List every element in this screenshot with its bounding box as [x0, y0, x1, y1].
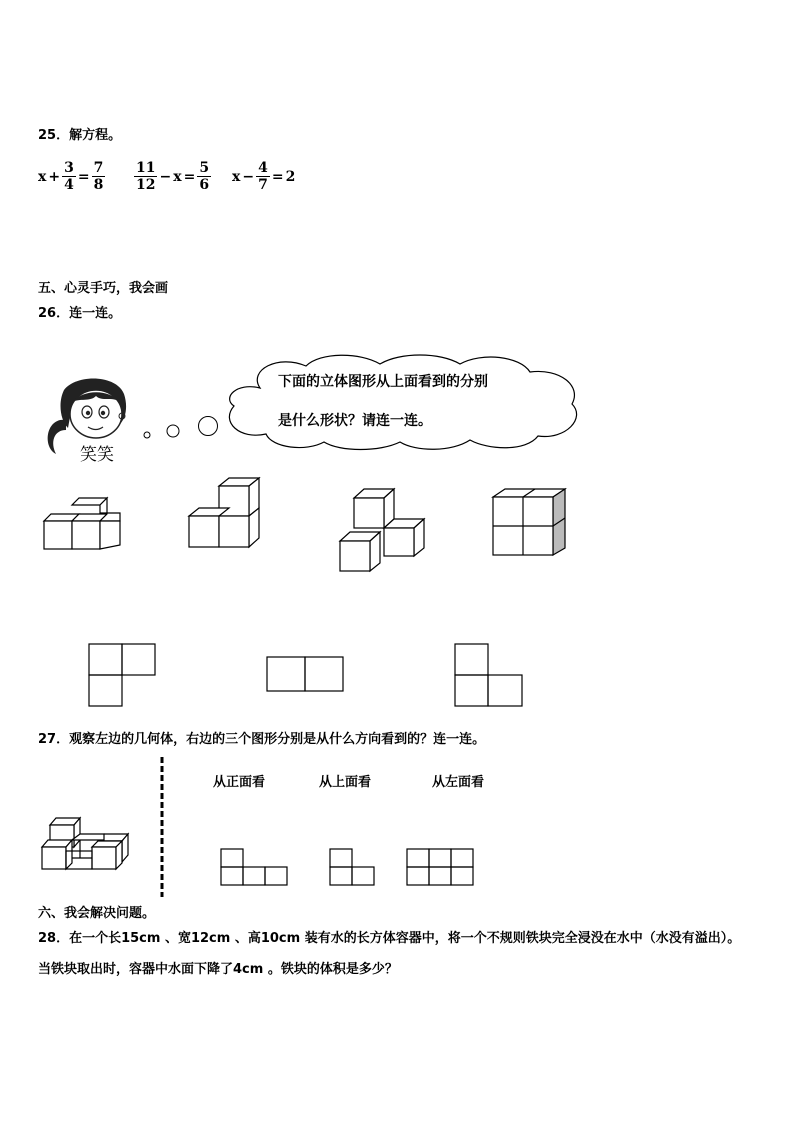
equation-2	[134, 160, 211, 193]
q25-title: 25．解方程。	[38, 128, 122, 143]
rhs-value: 2	[285, 168, 296, 185]
label-left-view: 从左面看	[432, 775, 485, 790]
var-x: x	[173, 168, 182, 185]
character-name: 笑笑	[80, 445, 114, 465]
top-view-1	[88, 643, 158, 707]
fraction: $\frac{4}{7}$	[258, 160, 268, 193]
plus-sign: +	[48, 168, 61, 185]
fraction: $\frac{3}{4}$	[64, 160, 74, 193]
top-view-3	[454, 643, 526, 707]
solid-figure-4	[493, 488, 573, 558]
equals-sign: =	[271, 168, 284, 185]
label-front-view: 从正面看	[213, 775, 266, 790]
equals-sign: =	[77, 168, 90, 185]
solid-figure-3	[340, 488, 430, 573]
q27-solid-figure	[42, 813, 142, 873]
q28-line-2: 当铁块取出时，容器中水面下降了4cm 。铁块的体积是多少？	[38, 962, 398, 977]
view-shape-a	[220, 848, 290, 888]
var-x: x	[38, 168, 47, 185]
equation-1	[38, 160, 105, 193]
var-x: x	[232, 168, 241, 185]
top-view-2	[266, 656, 346, 692]
bubble-line-1: 下面的立体图形从上面看到的分别	[278, 374, 488, 390]
view-shape-c	[406, 848, 476, 888]
thought-dots	[140, 416, 220, 446]
q28-line-1: 28．在一个长15cm 、宽12cm 、高10cm 装有水的长方体容器中，将一个不规则铁块完全浸没在水中（水没有溢出）。	[38, 931, 741, 946]
equation-3	[232, 160, 295, 193]
fraction: $\frac{11}{12}$	[136, 160, 156, 193]
label-top-view: 从上面看	[319, 775, 372, 790]
girl-character-illustration	[36, 372, 136, 467]
q26-title: 26．连一连。	[38, 306, 122, 321]
section5-title: 五、心灵手巧，我会画	[38, 281, 169, 296]
solid-figure-1	[44, 497, 124, 552]
divider-dashed	[159, 757, 165, 897]
view-shape-b	[329, 848, 377, 888]
minus-sign: −	[242, 168, 255, 185]
bubble-line-2: 是什么形状？请连一连。	[278, 413, 432, 429]
fraction: $\frac{5}{6}$	[199, 160, 210, 193]
equals-sign: =	[183, 168, 196, 185]
section6-title: 六、我会解决问题。	[38, 906, 156, 921]
fraction: $\frac{7}{8}$	[93, 160, 104, 193]
minus-sign: −	[159, 168, 172, 185]
q27-title: 27．观察左边的几何体，右边的三个图形分别是从什么方向看到的？连一连。	[38, 732, 486, 747]
thought-cloud	[220, 350, 582, 452]
solid-figure-2	[189, 477, 269, 552]
